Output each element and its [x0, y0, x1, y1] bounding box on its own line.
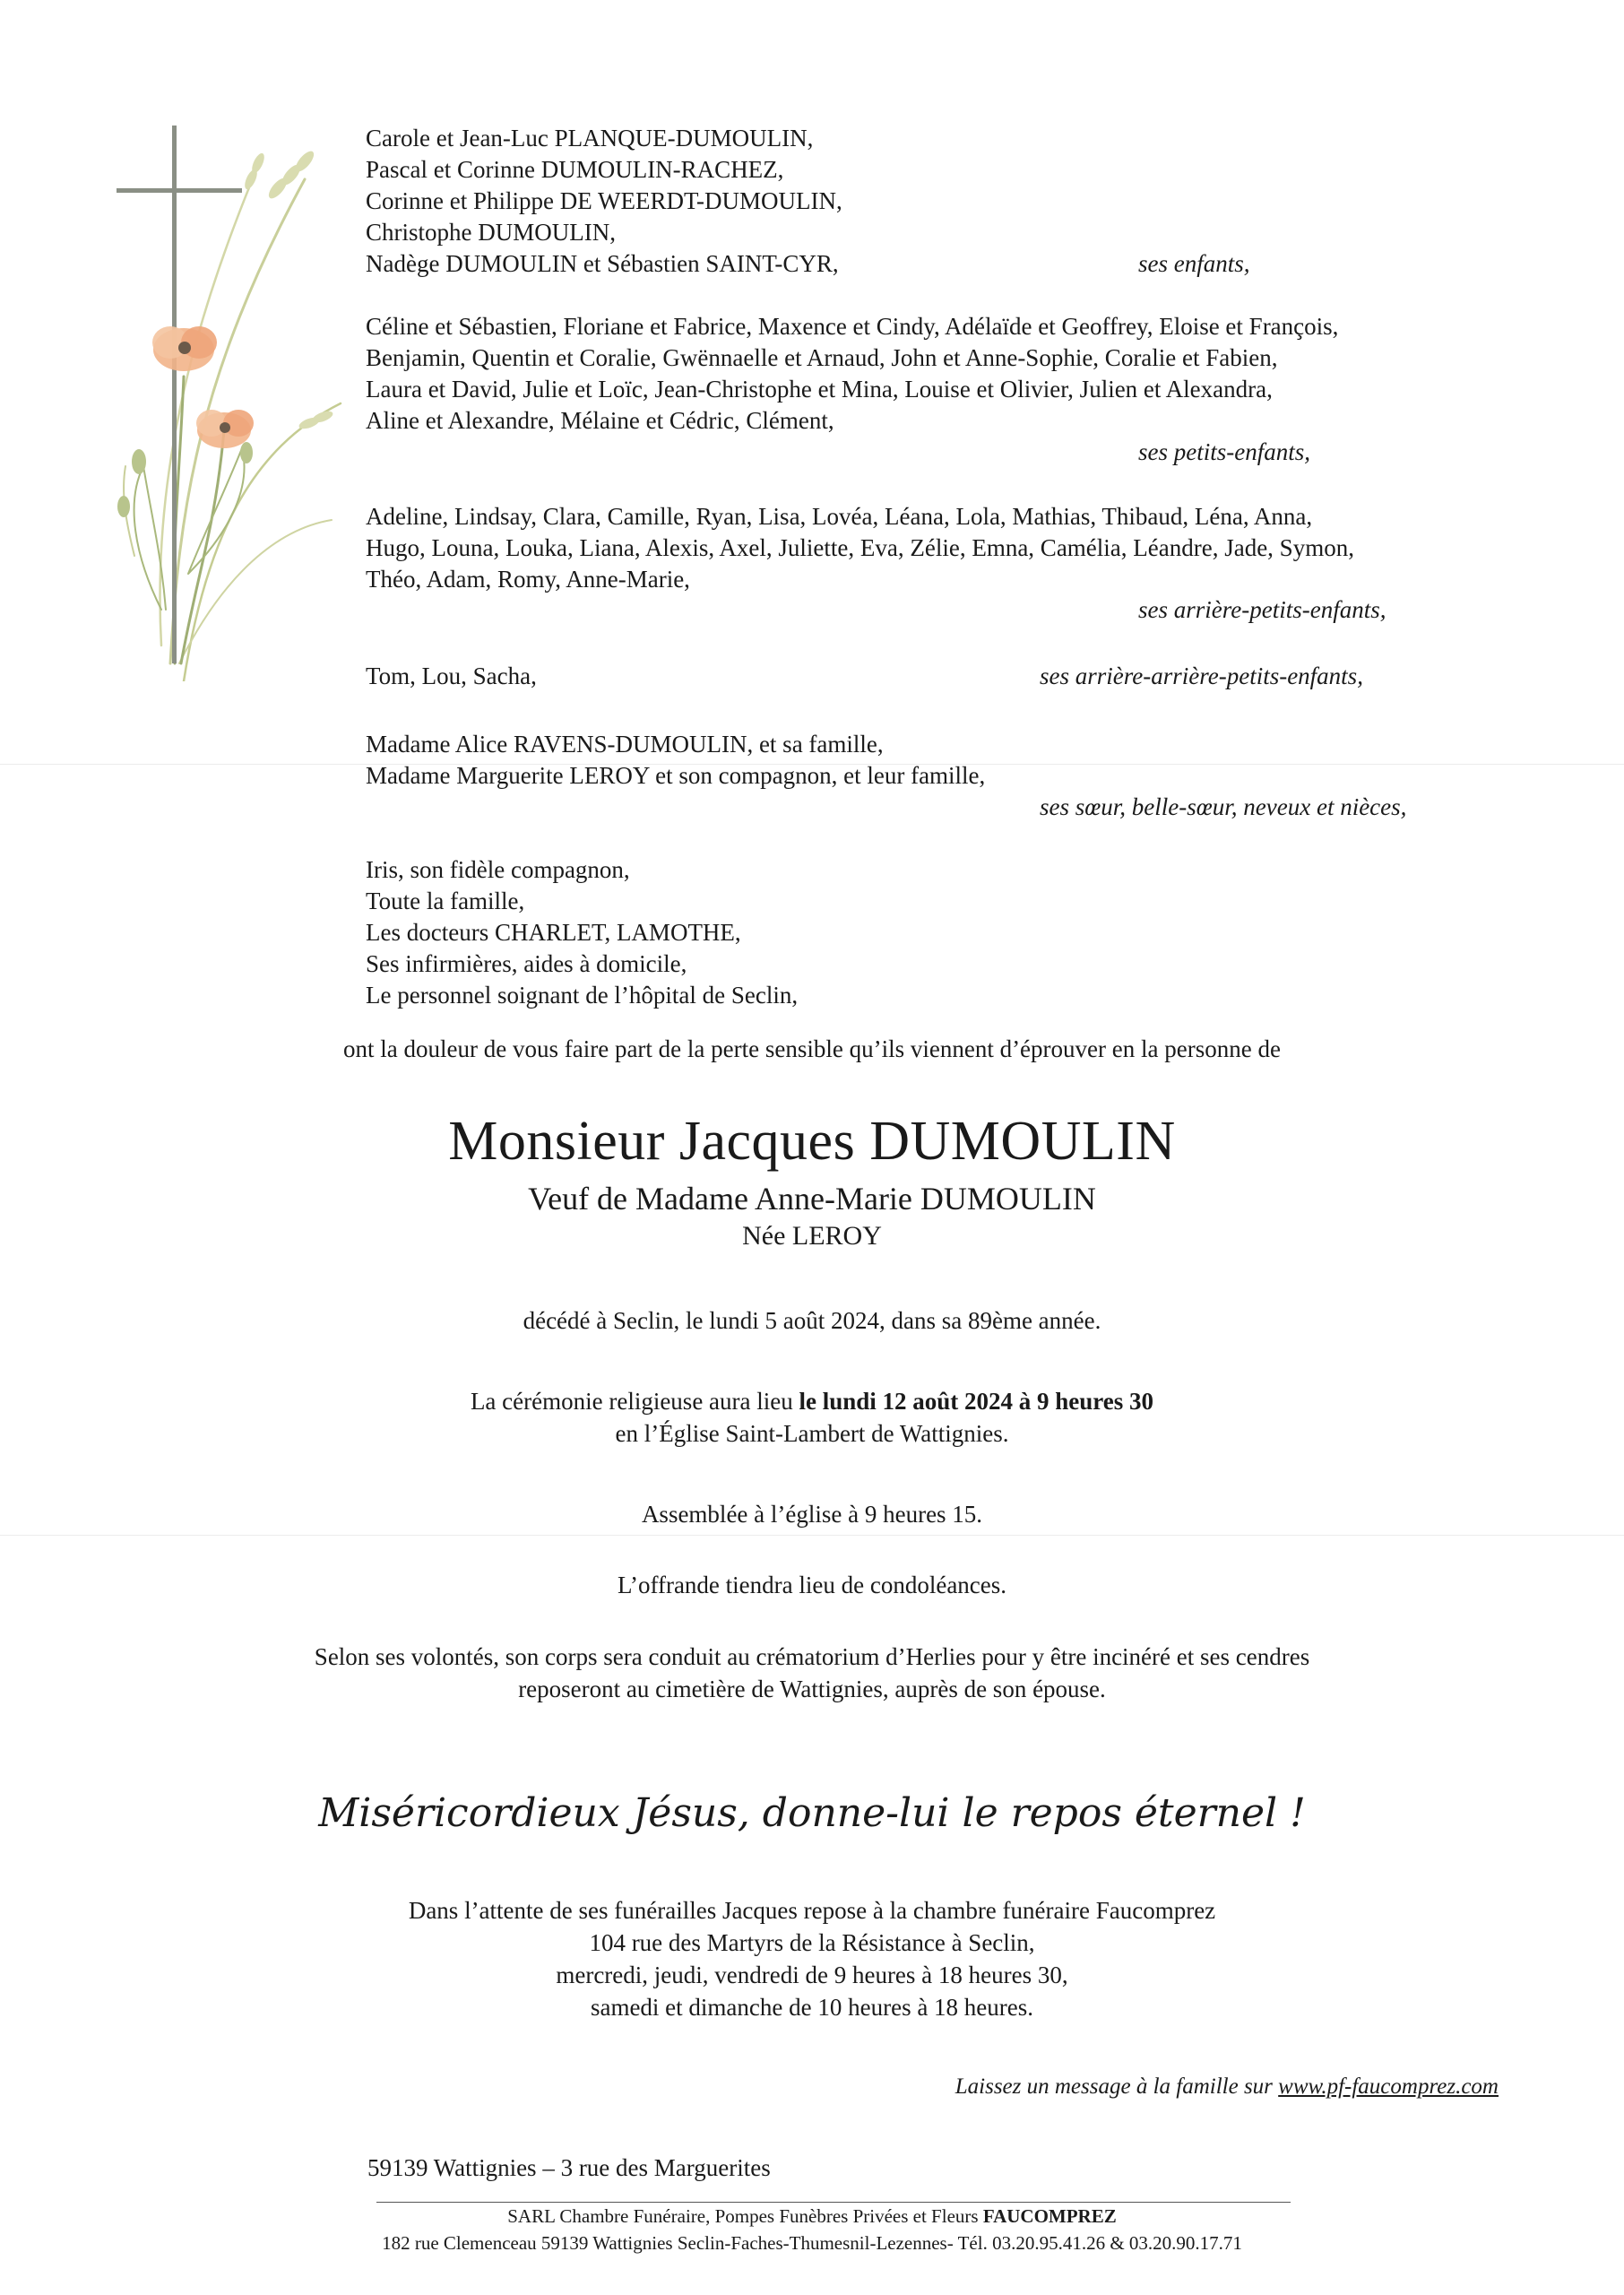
repose-line: samedi et dimanche de 10 heures à 18 heures.	[590, 1994, 1034, 2021]
repose-line: 104 rue des Martyrs de la Résistance à Seclin,	[589, 1929, 1035, 1956]
funeral-home-name	[0, 2205, 1624, 2228]
family-line: Nadège DUMOULIN et Sébastien SAINT-CYR,	[366, 250, 839, 277]
poppy-flower	[152, 326, 217, 371]
family-line: Corinne et Philippe DE WEERDT-DUMOULIN,	[366, 187, 842, 214]
children-role: ses enfants,	[1138, 250, 1250, 277]
online-message	[955, 2074, 1499, 2100]
death-details: décédé à Seclin, le lundi 5 août 2024, dans sa 89ème année.	[523, 1307, 1101, 1334]
family-line: Théo, Adam, Romy, Anne-Marie,	[366, 566, 690, 593]
deceased-name: Monsieur Jacques DUMOULIN	[448, 1111, 1176, 1172]
family-line: Carole et Jean-Luc PLANQUE-DUMOULIN,	[366, 125, 814, 152]
family-line: Aline et Alexandre, Mélaine et Cédric, Clément,	[366, 407, 834, 434]
grandchildren-role: ses petits-enfants,	[1138, 438, 1310, 465]
fold-line	[0, 1535, 1624, 1536]
family-line: Les docteurs CHARLET, LAMOTHE,	[366, 919, 741, 946]
family-line: Hugo, Louna, Louka, Liana, Alexis, Axel, Juliette, Eva, Zélie, Emna, Camélia, Léandre, Jade, Symon,	[366, 534, 1354, 561]
great-grandchildren-list	[366, 501, 1354, 595]
cross-horizontal	[117, 188, 242, 193]
offering-note: L’offrande tiendra lieu de condoléances.	[617, 1572, 1007, 1598]
repose-details	[0, 1894, 1624, 2023]
family-line: Toute la famille,	[366, 888, 525, 914]
others-list	[366, 854, 798, 1011]
family-line: Laura et David, Julie et Loïc, Jean-Christophe et Mina, Louise et Olivier, Julien et Alexandra,	[366, 376, 1273, 403]
siblings-list	[366, 729, 985, 792]
cross-poppy-illustration	[99, 108, 350, 681]
wishes-text	[0, 1641, 1624, 1705]
siblings-role: ses sœur, belle-sœur, neveux et nièces,	[1040, 793, 1407, 820]
website-link[interactable]: www.pf-faucomprez.com	[1278, 2074, 1499, 2099]
family-line: Ses infirmières, aides à domicile,	[366, 950, 687, 977]
ceremony-place: en l’Église Saint-Lambert de Wattignies.	[615, 1420, 1009, 1447]
family-line: Benjamin, Quentin et Coralie, Gwënnaelle et Arnaud, John et Anne-Sophie, Coralie et Fabien,	[366, 344, 1278, 371]
great-great-grandchildren-list	[366, 661, 537, 692]
grandchildren-list	[366, 311, 1338, 437]
family-line: Madame Marguerite LEROY et son compagnon, et leur famille,	[366, 762, 986, 789]
great-grandchildren-role: ses arrière-petits-enfants,	[1138, 596, 1386, 623]
children-list	[366, 123, 842, 280]
assembly-time: Assemblée à l’église à 9 heures 15.	[641, 1501, 983, 1528]
family-line: Iris, son fidèle compagnon,	[366, 856, 630, 883]
footer-divider	[376, 2202, 1291, 2203]
widower-of: Veuf de Madame Anne-Marie DUMOULIN	[528, 1181, 1096, 1217]
ceremony-date: le lundi 12 août 2024 à 9 heures 30	[799, 1388, 1154, 1415]
announcement-text: ont la douleur de vous faire part de la perte sensible qu’ils viennent d’éprouver en la personne de	[343, 1035, 1281, 1062]
family-line: Céline et Sébastien, Floriane et Fabrice, Maxence et Cindy, Adélaïde et Geoffrey, Eloise et François,	[366, 313, 1339, 340]
family-line: Tom, Lou, Sacha,	[366, 663, 537, 689]
wishes-line: Selon ses volontés, son corps sera conduit au crématorium d’Herlies pour y être incinéré et ses cendres	[314, 1643, 1310, 1670]
funeral-home-brand: FAUCOMPREZ	[982, 2205, 1117, 2227]
prayer-text: Miséricordieux Jésus, donne-lui le repos éternel !	[318, 1790, 1306, 1836]
wheat-ear	[242, 148, 334, 430]
ceremony-intro: La cérémonie religieuse aura lieu	[470, 1388, 799, 1415]
family-line: Pascal et Corinne DUMOULIN-RACHEZ,	[366, 156, 784, 183]
family-line: Madame Alice RAVENS-DUMOULIN, et sa famille,	[366, 731, 884, 758]
message-text: Laissez un message à la famille sur	[955, 2074, 1273, 2099]
funeral-home-contact: 182 rue Clemenceau 59139 Wattignies Seclin-Faches-Thumesnil-Lezennes- Tél. 03.20.95.41.26 & 03.20.90.17.71	[382, 2232, 1242, 2254]
funeral-home-prefix: SARL Chambre Funéraire, Pompes Funèbres Privées et Fleurs	[507, 2205, 979, 2227]
family-line: Adeline, Lindsay, Clara, Camille, Ryan, Lisa, Lovéa, Léana, Lola, Mathias, Thibaud, Léna, Anna,	[366, 503, 1313, 530]
family-address: 59139 Wattignies – 3 rue des Marguerites	[367, 2154, 771, 2181]
family-line: Christophe DUMOULIN,	[366, 219, 616, 246]
family-line: Le personnel soignant de l’hôpital de Seclin,	[366, 982, 799, 1009]
repose-line: Dans l’attente de ses funérailles Jacques repose à la chambre funéraire Faucomprez	[408, 1897, 1216, 1924]
repose-line: mercredi, jeudi, vendredi de 9 heures à 18 heures 30,	[556, 1962, 1068, 1988]
great-great-grandchildren-role: ses arrière-arrière-petits-enfants,	[1040, 663, 1363, 689]
maiden-name: Née LEROY	[742, 1221, 882, 1251]
wishes-line: reposeront au cimetière de Wattignies, auprès de son épouse.	[518, 1676, 1106, 1702]
leaf	[188, 448, 245, 574]
ceremony-details	[0, 1385, 1624, 1450]
cross-vertical	[172, 126, 177, 663]
